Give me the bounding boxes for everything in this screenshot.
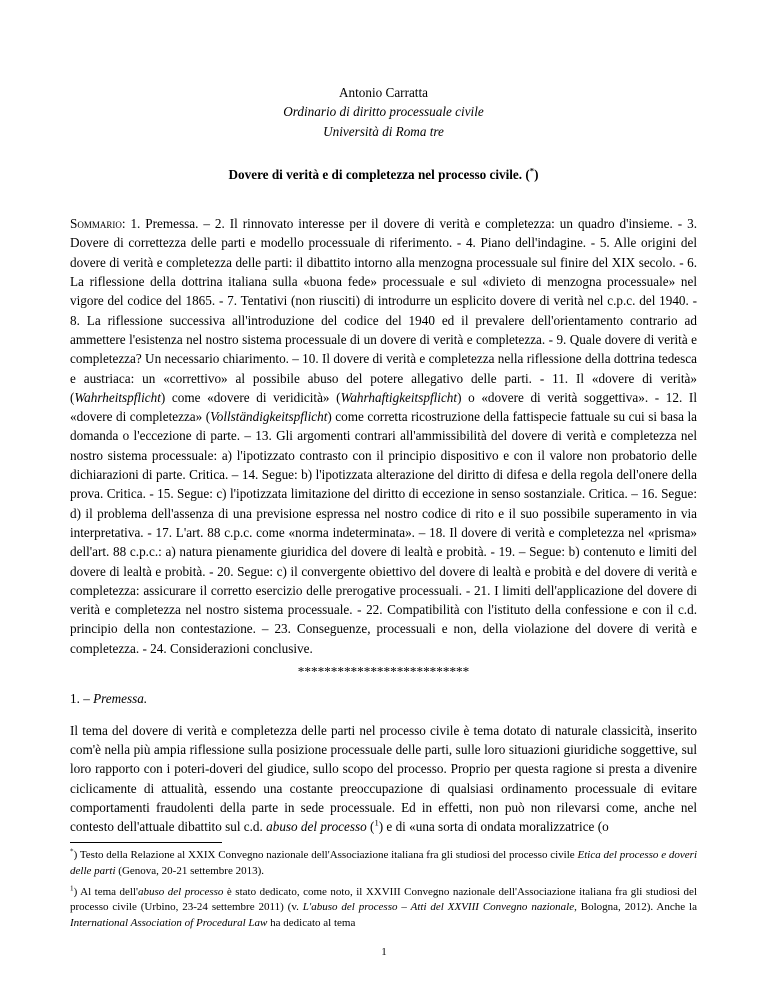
footnote-1: $^1$) Al tema dell'abuso del processo è stato dedicato, come noto, il XXVIII Convegno nazionale dell'Associazione italiana fra gli studiosi del processo civile (Urbino, 23-24 settembre 2011) (v. L'abuso del processo – Atti del XXVIII Convegno nazionale, Bologna, 2012). Anche la International Association of Procedural Law ha dedicato al tema [70,883,697,929]
body-paragraph: Il tema del dovere di verità e completezza delle parti nel processo civile è tema dotato di naturale classicità, inserito com'è nella più ampia riflessione sulla posizione processuale delle parti, sulle loro situazioni giuridiche soggettive, sul loro rapporto con i poteri-doveri del giudice, sullo scopo del processo. Proprio per questa ragione si presta a divenire ciclicamente di attualità, essendo una costante preoccupazione di qualsiasi ordinamento processuale di evitare comportamenti fraudolenti della parte in sede processuale. Ed in effetti, non può non rilevarsi come, anche nel contesto dell'attuale dibattito sul c.d. abuso del processo ($^1$) e di «una sorta di ondata moralizzatrice (o [70,722,697,835]
page-number: 1 [381,945,387,958]
asterisk-separator: ************************** [297,664,470,680]
footnote-separator-line [70,842,222,843]
document-title: Dovere di verità e di completezza nel processo civile. (*) [228,165,539,182]
author-block [70,83,697,141]
footnote-star: *) Testo della Relazione al XXIX Convegno nazionale dell'Associazione italiana fra gli studiosi del processo civile Etica del processo e doveri delle parti (Genova, 20-21 settembre 2013). [70,847,697,877]
author-affiliation: Università di Roma tre [323,123,444,139]
author-name: Antonio Carratta [339,85,428,100]
author-role: Ordinario di diritto processuale civile [283,104,484,120]
summary-paragraph: Sommario: 1. Premessa. – 2. Il rinnovato interesse per il dovere di verità e completezza: un quadro d'insieme. - 3. Dovere di correttezza delle parti e modello processuale di riferimento. - 4. Piano dell'indagine. - 5. Alle origini del dovere di verità e completezza delle parti: il dibattito intorno alla menzogna processuale sul finire del XIX secolo. - 6. La riflessione della dottrina italiana sulla «buona fede» processuale e sul «divieto di menzogna processuale» nel vigore del codice del 1865. - 7. Tentativi (non riusciti) di introdurre un esplicito dovere di verità nel c.p.c. del 1940. - 8. La riflessione successiva all'introduzione del codice del 1940 ed il prevalere dell'orientamento contrario ad ammettere l'esistenza nel nostro sistema processuale di un dovere di verità e completezza. - 9. Quale dovere di verità e completezza? Un necessario chiarimento. – 10. Il dovere di verità e completezza nella riflessione della dottrina tedesca e austriaca: un «correttivo» al possibile abuso del potere allegativo delle parti. - 11. Il «dovere di verità» (Wahrheitspflicht) come «dovere di veridicità» (Wahrhaftigkeitspflicht) o «dovere di verità soggettiva». - 12. Il «dovere di completezza» (Vollständigkeitspflicht) come corretta ricostruzione della fattispecie fattuale su cui si basa la domanda o l'eccezione di parte. – 13. Gli argomenti contrari all'ammissibilità del dovere di verità e completezza nel nostro sistema processuale: a) l'ipotizzato contrasto con il principio dispositivo e con il valore non probatorio delle dichiarazioni di parte. Critica. – 14. Segue: b) l'ipotizzata alterazione del diritto di difesa e della regola dell'onere della prova. Critica. - 15. Segue: c) l'ipotizzata limitazione del diritto di eccezione in senso sostanziale. Critica. – 16. Segue: d) il problema dell'assenza di una previsione espressa nel nostro codice di rito e il suo possibile superamento in via interpretativa. - 17. L'art. 88 c.p.c. come «norma indeterminata». – 18. Il dovere di verità e completezza nel «prisma» dell'art. 88 c.p.c.: a) natura pienamente giuridica del dovere di lealtà e probità. - 19. – Segue: b) contenuto e limiti del dovere di lealtà e probità. - 20. Segue: c) il convergente obiettivo del dovere di lealtà e probità e del dovere di verità e completezza: assicurare il corretto esercizio delle prerogative processuali. - 21. I limiti dell'applicazione del dovere di verità e completezza nel nostro sistema processuale. - 22. Compatibilità con l'istituto della confessione e con il c.d. principio della non contestazione. – 23. Conseguenze, processuali e non, della violazione del dovere di verità e completezza. - 24. Considerazioni conclusive. [70,216,697,656]
section-heading-premessa: 1. – Premessa. [70,691,148,707]
